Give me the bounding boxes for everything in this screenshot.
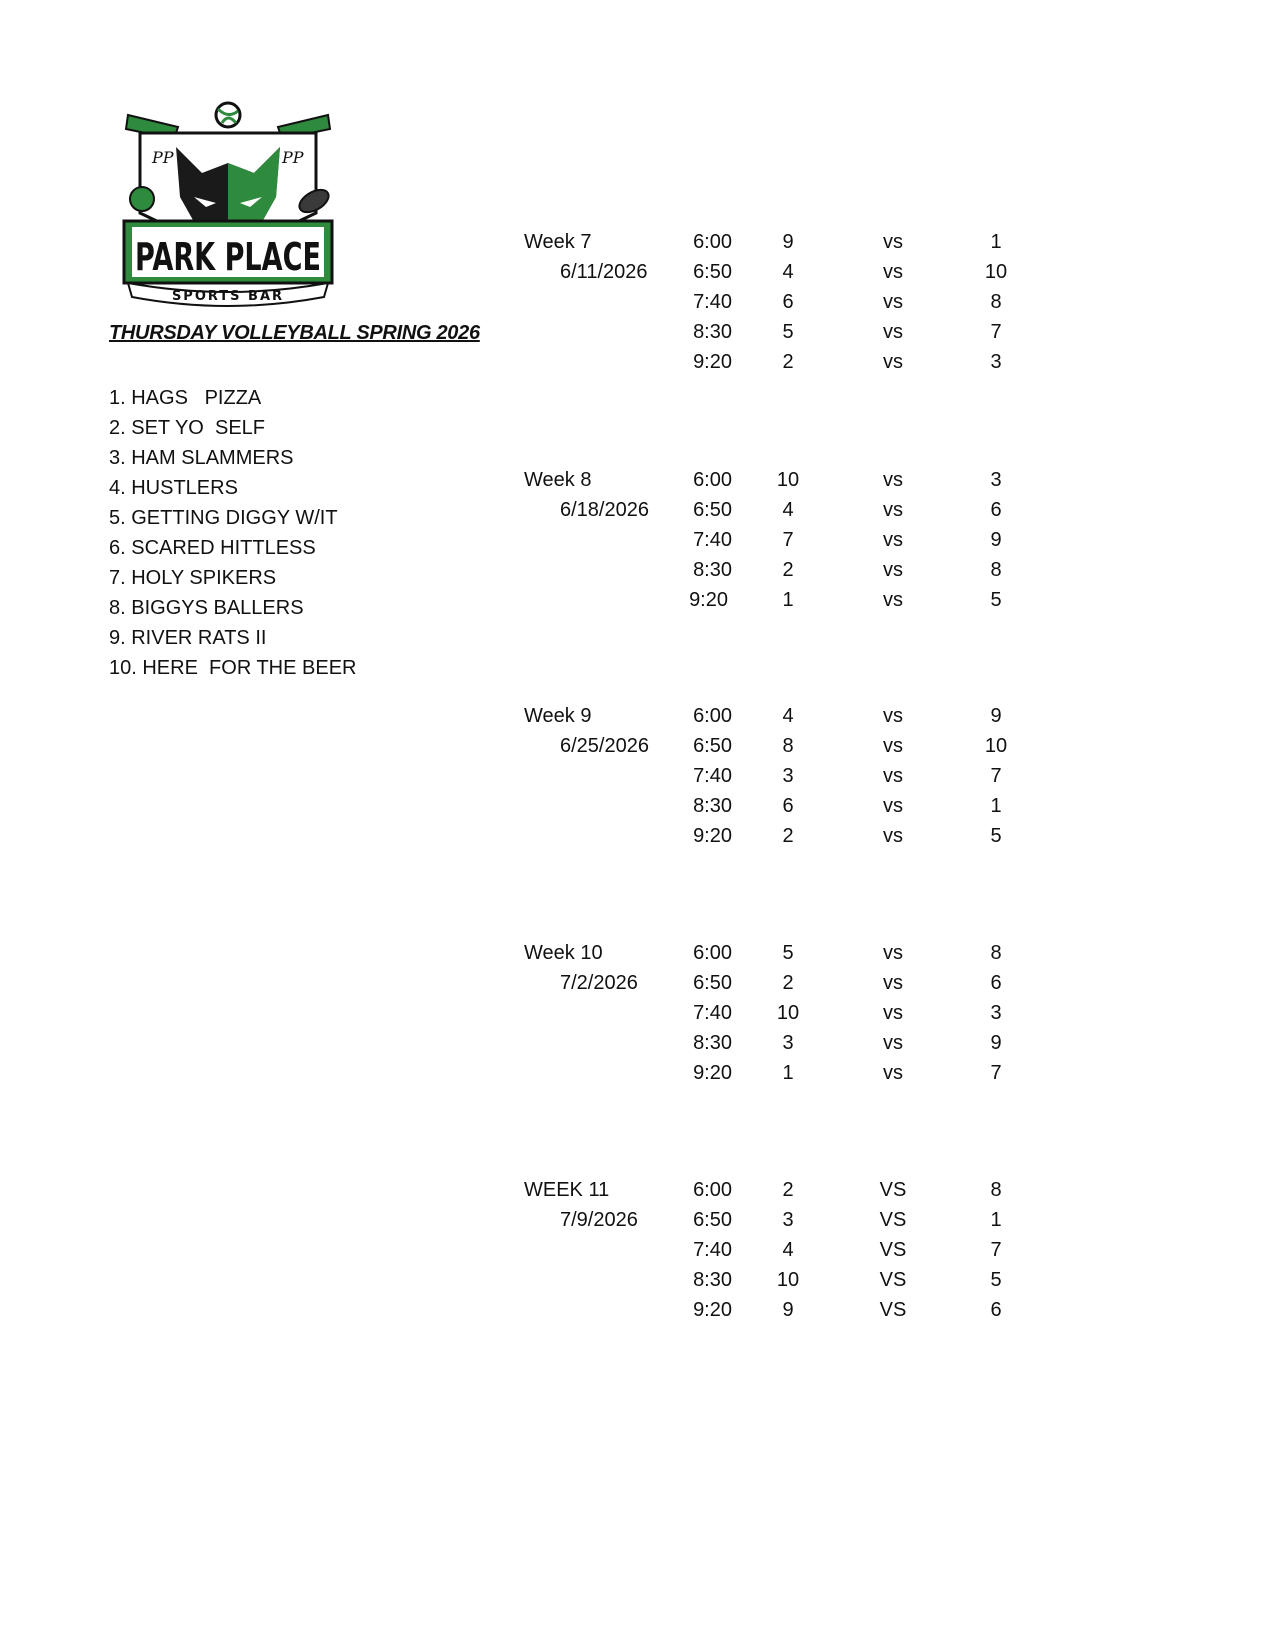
vs-label: vs [883,825,903,847]
home-team: 1 [782,1062,794,1084]
home-team: 10 [776,469,800,491]
team-item: 7. HOLY SPIKERS [109,567,277,589]
game-time: 7:40 [693,529,732,551]
vs-label: vs [883,795,903,817]
vs-label: vs [883,291,903,313]
game-time: 9:20 [693,1299,732,1321]
away-team: 1 [990,1209,1002,1231]
vs-label: vs [883,261,903,283]
away-team: 7 [990,765,1002,787]
team-item: 8. BIGGYS BALLERS [109,597,304,619]
week-date: 6/25/2026 [560,735,649,757]
game-time: 6:00 [693,942,732,964]
vs-label: vs [883,972,903,994]
away-team: 8 [990,942,1002,964]
away-team: 9 [990,1032,1002,1054]
home-team: 9 [782,231,794,253]
game-time: 7:40 [693,1002,732,1024]
park-place-logo [118,105,338,310]
game-time: 8:30 [693,321,732,343]
home-team: 3 [782,1209,794,1231]
game-time: 6:00 [693,231,732,253]
game-time: 6:50 [693,1209,732,1231]
away-team: 5 [990,1269,1002,1291]
vs-label: VS [879,1209,907,1231]
vs-label: vs [883,351,903,373]
game-time: 7:40 [693,291,732,313]
week-label: Week 8 [524,469,592,491]
home-team: 5 [782,942,794,964]
home-team: 4 [782,499,794,521]
team-item: 4. HUSTLERS [109,477,238,499]
away-team: 5 [990,589,1002,611]
week-date: 7/9/2026 [560,1209,638,1231]
away-team: 7 [990,321,1002,343]
game-time: 9:20 [693,1062,732,1084]
home-team: 2 [782,1179,794,1201]
home-team: 2 [782,972,794,994]
home-team: 10 [776,1002,800,1024]
away-team: 6 [990,499,1002,521]
vs-label: vs [883,231,903,253]
away-team: 3 [990,1002,1002,1024]
logo-monogram-left: PP [152,148,174,167]
team-item: 6. SCARED HITTLESS [109,537,316,559]
logo-brand-line2: SPORTS BAR [171,289,285,304]
game-time: 6:00 [693,469,732,491]
game-time: 6:50 [693,735,732,757]
home-team: 4 [782,261,794,283]
away-team: 1 [990,231,1002,253]
game-time: 9:20 [689,589,728,611]
vs-label: vs [883,1032,903,1054]
vs-label: vs [883,1002,903,1024]
logo-brand-line1: PARK PLACE [135,235,321,279]
away-team: 3 [990,351,1002,373]
home-team: 7 [782,529,794,551]
game-time: 8:30 [693,559,732,581]
home-team: 4 [782,705,794,727]
game-time: 6:50 [693,972,732,994]
week-label: Week 7 [524,231,592,253]
away-team: 6 [990,972,1002,994]
week-label: Week 9 [524,705,592,727]
vs-label: VS [879,1239,907,1261]
team-list [109,383,356,683]
game-time: 6:00 [693,1179,732,1201]
home-team: 3 [782,765,794,787]
page-title: THURSDAY VOLLEYBALL SPRING 2026 [109,322,480,344]
vs-label: vs [883,765,903,787]
week-date: 6/11/2026 [560,261,648,283]
week-date: 6/18/2026 [560,499,649,521]
home-team: 5 [782,321,794,343]
home-team: 10 [776,1269,800,1291]
game-time: 9:20 [693,351,732,373]
away-team: 5 [990,825,1002,847]
away-team: 8 [990,1179,1002,1201]
home-team: 6 [782,291,794,313]
logo-monogram-right: PP [282,148,304,167]
week-label: Week 10 [524,942,603,964]
game-time: 7:40 [693,1239,732,1261]
away-team: 7 [990,1062,1002,1084]
away-team: 1 [990,795,1002,817]
home-team: 6 [782,795,794,817]
vs-label: vs [883,469,903,491]
home-team: 9 [782,1299,794,1321]
game-time: 6:00 [693,705,732,727]
vs-label: vs [883,321,903,343]
game-time: 6:50 [693,261,732,283]
vs-label: vs [883,589,903,611]
vs-label: VS [879,1179,907,1201]
vs-label: vs [883,705,903,727]
away-team: 9 [990,705,1002,727]
vs-label: vs [883,529,903,551]
vs-label: vs [883,559,903,581]
week-date: 7/2/2026 [560,972,638,994]
home-team: 2 [782,559,794,581]
away-team: 7 [990,1239,1002,1261]
week-label: WEEK 11 [524,1179,610,1201]
game-time: 9:20 [693,825,732,847]
away-team: 8 [990,291,1002,313]
away-team: 10 [984,735,1008,757]
team-item: 1. HAGS PIZZA [109,387,262,409]
home-team: 1 [782,589,794,611]
vs-label: vs [883,499,903,521]
home-team: 2 [782,351,794,373]
away-team: 6 [990,1299,1002,1321]
away-team: 9 [990,529,1002,551]
team-item: 2. SET YO SELF [109,417,265,439]
game-time: 8:30 [693,1269,732,1291]
vs-label: vs [883,1062,903,1084]
vs-label: VS [879,1269,907,1291]
home-team: 4 [782,1239,794,1261]
home-team: 8 [782,735,794,757]
vs-label: vs [883,942,903,964]
team-item: 10. HERE FOR THE BEER [109,657,357,679]
home-team: 2 [782,825,794,847]
vs-label: VS [879,1299,907,1321]
away-team: 8 [990,559,1002,581]
team-item: 5. GETTING DIGGY W/IT [109,507,338,529]
vs-label: vs [883,735,903,757]
away-team: 3 [990,469,1002,491]
game-time: 8:30 [693,1032,732,1054]
team-item: 9. RIVER RATS II [109,627,267,649]
game-time: 8:30 [693,795,732,817]
away-team: 10 [984,261,1008,283]
game-time: 6:50 [693,499,732,521]
home-team: 3 [782,1032,794,1054]
game-time: 7:40 [693,765,732,787]
team-item: 3. HAM SLAMMERS [109,447,294,469]
